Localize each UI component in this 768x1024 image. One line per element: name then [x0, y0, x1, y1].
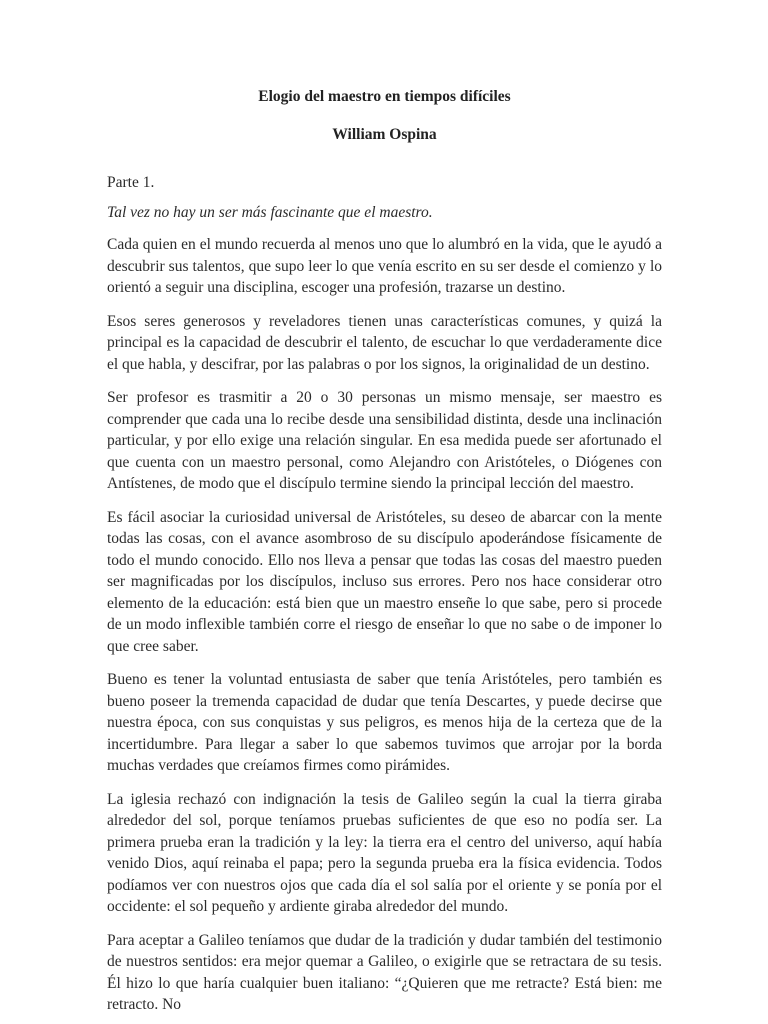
paragraph: Cada quien en el mundo recuerda al menos uno que lo alumbró en la vida, que le ayudó a descubrir sus talentos, que supo leer lo que venía escrito en su ser desde el comienzo y lo orientó a seguir una disciplina, escoger una profesión, trazarse un destino. — [107, 236, 662, 296]
paragraph: Esos seres generosos y reveladores tienen unas características comunes, y quizá la principal es la capacidad de descubrir el talento, de escuchar lo que verdaderamente dice el que habla, y descifrar, por las palabras o por los signos, la originalidad de un destino. — [107, 312, 662, 373]
paragraph: La iglesia rechazó con indignación la tesis de Galileo según la cual la tierra giraba alrededor del sol, porque teníamos pruebas suficientes de que eso no podía ser. La primera prueba eran la tradición y la ley: la tierra era el centro del universo, aquí había venido Dios, aquí reinaba el papa; pero la segunda prueba era la física evidencia. Todos podíamos ver con nuestros ojos que cada día el sol salía por el oriente y se ponía por el occidente: el sol pequeño y ardiente giraba alrededor del mundo. — [107, 790, 662, 915]
paragraph: Para aceptar a Galileo teníamos que dudar de la tradición y dudar también del testimonio de nuestros sentidos: era mejor quemar a Galileo, o exigirle que se retractara de su tesis. Él hizo lo que haría cualquier buen italiano: “¿Quieren que me retracte? Está bien: me retracto. No — [107, 931, 662, 1013]
document-title: Elogio del maestro en tiempos difíciles — [258, 88, 511, 105]
document-page — [107, 88, 662, 1016]
lead-sentence: Tal vez no hay un ser más fascinante que el maestro. — [107, 204, 433, 221]
paragraph: Es fácil asociar la curiosidad universal de Aristóteles, su deseo de abarcar con la mente todas las cosas, con el avance asombroso de su discípulo apoderándose físicamente de todo el mundo conocido. Ello nos lleva a pensar que todas las cosas del maestro pueden ser magnificadas por los discípulos, incluso sus errores. Pero nos hace considerar otro elemento de la educación: está bien que un maestro enseñe lo que sabe, pero si procede de un modo inflexible también corre el riesgo de enseñar lo que no sabe o de imponer lo que cree saber. — [107, 508, 662, 655]
paragraph: Ser profesor es trasmitir a 20 o 30 personas un mismo mensaje, ser maestro es comprender que cada una lo recibe desde una sensibilidad distinta, desde una inclinación particular, y por ello exige una relación singular. En esa medida puede ser afortunado el que cuenta con un maestro personal, como Alejandro con Aristóteles, o Diógenes con Antístenes, de modo que el discípulo termine siendo la principal lección del maestro. — [107, 389, 662, 492]
document-author: William Ospina — [332, 126, 437, 143]
paragraph: Bueno es tener la voluntad entusiasta de saber que tenía Aristóteles, pero también es bueno poseer la tremenda capacidad de dudar que tenía Descartes, y puede decirse que nuestra época, con sus conquistas y sus peligros, es menos hija de la certeza que de la incertidumbre. Para llegar a saber lo que sabemos tuvimos que arrojar por la borda muchas verdades que creíamos firmes como pirámides. — [107, 671, 662, 774]
section-label: Parte 1. — [107, 174, 155, 191]
